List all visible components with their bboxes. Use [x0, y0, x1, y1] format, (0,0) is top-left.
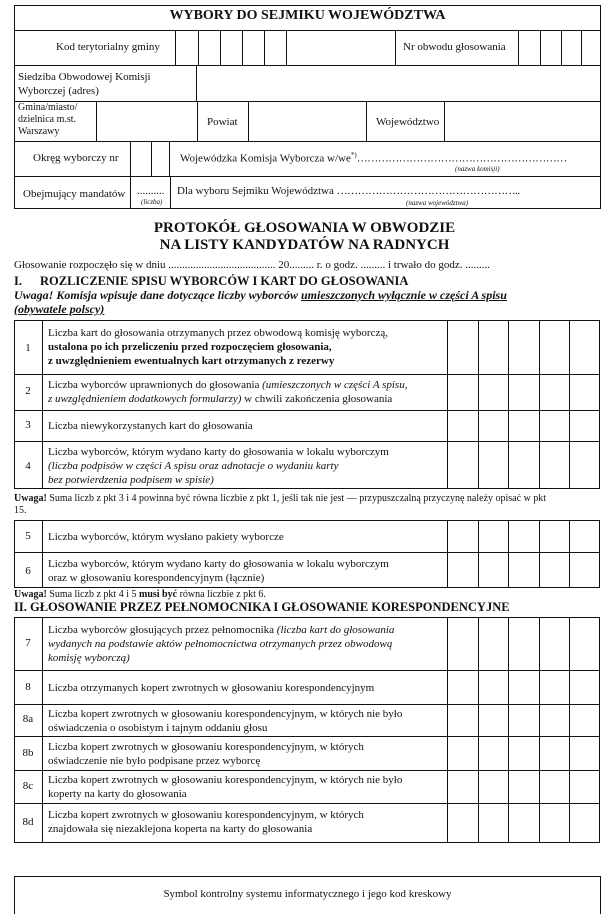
row-description: Liczba kart do głosowania otrzymanych przez obwodową komisję wyborczą, ustalona po ich przeliczeniu przed rozpoczęciem głosowania, z uwzględnieniem ewentualnych kart otrzymanych z rezerwy [48, 327, 388, 367]
row-number: 8b [22, 747, 34, 759]
divider [14, 141, 601, 142]
row-description: Liczba kopert zwrotnych w głosowaniu korespondencyjnym, w których nie było koperty na karty do głosowania [48, 774, 403, 800]
komisja-hint: (nazwa komisji) [455, 165, 500, 173]
row-number: 6 [25, 565, 31, 577]
row-number: 1 [25, 342, 31, 354]
mandaty-label: Obejmujący mandatów [23, 188, 126, 200]
row-4-value[interactable] [448, 442, 599, 488]
section1-note: Uwaga! Komisja wpisuje dane dotyczące liczby wyborców umieszczonych wyłącznie w części A spisu [14, 288, 507, 302]
row-number: 8c [22, 780, 34, 792]
row-6-value[interactable] [448, 553, 599, 587]
section1-title: I. ROZLICZENIE SPISU WYBORCÓW I KART DO GŁOSOWANIA [14, 274, 409, 288]
row-description: Liczba wyborców uprawnionych do głosowania (umieszczonych w części A spisu, z uwzględnieniem dodatkowych formularzy) w chwili zakończenia głosowania [48, 379, 408, 405]
row-2-value[interactable] [448, 375, 599, 410]
komisja-label: Wojewódzka Komisja Wyborcza w/we*)…………………………………………………… [180, 151, 567, 165]
row-8b-value[interactable] [448, 737, 599, 770]
divider [170, 176, 171, 209]
protocol-title: PROTOKÓŁ GŁOSOWANIA W OBWODZIE NA LISTY KANDYDATÓW NA RADNYCH [153, 220, 456, 253]
siedziba-field[interactable] [197, 66, 600, 100]
election-title: WYBORY DO SEJMIKU WOJEWÓDZTWA [169, 8, 446, 23]
row-description: Liczba wyborców, którym wysłano pakiety wyborcze [48, 531, 284, 543]
start-line[interactable]: Głosowanie rozpoczęło się w dniu ....................................... 20......... r. o godz. ......... i trwało do godz. ......... [14, 259, 490, 271]
divider [42, 617, 43, 843]
divider [42, 520, 43, 588]
row-1-value[interactable] [448, 321, 599, 374]
row-description: Liczba wyborców, którym wydano karty do głosowania w lokalu wyborczym (liczba podpisów w części A spisu oraz adnotacje o wydaniu karty bez potwierdzenia podpisem w spisie) [48, 446, 389, 486]
section1-note-2: (obywatele polscy) [14, 302, 105, 316]
powiat-label: Powiat [207, 116, 238, 128]
okreg-cells[interactable] [130, 141, 170, 176]
row-description: Liczba otrzymanych kopert zwrotnych w głosowaniu korespondencyjnym [48, 682, 375, 694]
control-symbol-label: Symbol kontrolny systemu informatycznego i jego kod kreskowy [163, 888, 452, 900]
row-description: Liczba niewykorzystanych kart do głosowania [48, 420, 253, 432]
sejmik-label: Dla wyboru Sejmiku Województwa …………………………………………….. [177, 185, 520, 197]
row-number: 4 [25, 460, 31, 472]
row-number: 8d [22, 816, 34, 828]
divider [14, 176, 601, 177]
row-number: 3 [25, 419, 31, 431]
divider [42, 320, 43, 489]
mandaty-dots[interactable]: .......... [137, 185, 165, 197]
row-3-value[interactable] [448, 411, 599, 441]
row-description: Liczba kopert zwrotnych w głosowaniu korespondencyjnym, w których oświadczenie nie było podpisane przez wyborcę [48, 741, 364, 767]
row-5-value[interactable] [448, 521, 599, 552]
row-description: Liczba kopert zwrotnych w głosowaniu korespondencyjnym, w których nie było oświadczenia o osobistym i tajnym oddaniu głosu [48, 708, 403, 734]
nr-obwodu-cells[interactable] [518, 30, 582, 65]
nr-obwodu-label: Nr obwodu głosowania [403, 41, 506, 53]
section2-title: II. GŁOSOWANIE PRZEZ PEŁNOMOCNIKA I GŁOSOWANIE KORESPONDENCYJNE [14, 600, 510, 614]
row-8c-value[interactable] [448, 771, 599, 803]
row-number: 8a [22, 713, 34, 725]
okreg-label: Okręg wyborczy nr [33, 152, 119, 164]
row-number: 5 [25, 530, 31, 542]
warning-2: Uwaga! Suma liczb z pkt 4 i 5 musi być równa liczbie z pkt 6. [14, 589, 266, 600]
divider [197, 101, 198, 141]
kod-cells[interactable] [175, 30, 396, 65]
row-number: 2 [25, 385, 31, 397]
divider [366, 101, 367, 141]
row-8a-value[interactable] [448, 705, 599, 736]
row-number: 7 [25, 637, 31, 649]
sejmik-hint: (nazwa województwa) [406, 199, 469, 207]
gmina-field[interactable] [97, 102, 197, 140]
warning-1: Uwaga! Suma liczb z pkt 3 i 4 powinna być równa liczbie z pkt 1, jeśli tak nie jest — przypuszczalną przyczynę należy opisać w pkt 15. [14, 493, 547, 516]
mandaty-hint: (liczba) [141, 198, 163, 206]
divider [130, 176, 131, 209]
powiat-field[interactable] [249, 102, 366, 140]
siedziba-label: Siedziba Obwodowej Komisji Wyborczej (adres) [18, 71, 151, 97]
gmina-label: Gmina/miasto/ dzielnica m.st. Warszawy [18, 102, 78, 137]
row-8d-value[interactable] [448, 804, 599, 842]
row-number: 8 [25, 681, 31, 693]
row-description: Liczba wyborców, którym wydano karty do głosowania w lokalu wyborczym oraz w głosowaniu korespondencyjnym (łącznie) [48, 558, 389, 584]
row-description: Liczba wyborców głosujących przez pełnomocnika (liczba kart do głosowania wydanych na podstawie aktów pełnomocnictwa otrzymanych przez obwodową komisję wyborczą) [48, 624, 395, 664]
row-8-value[interactable] [448, 671, 599, 704]
row-description: Liczba kopert zwrotnych w głosowaniu korespondencyjnym, w których znajdowała się niezaklejona koperta na karty do głosowania [48, 809, 364, 835]
kod-label: Kod terytorialny gminy [56, 41, 160, 53]
wojewodztwo-label: Województwo [376, 116, 440, 128]
row-7-value[interactable] [448, 618, 599, 670]
wojewodztwo-field[interactable] [445, 102, 600, 140]
